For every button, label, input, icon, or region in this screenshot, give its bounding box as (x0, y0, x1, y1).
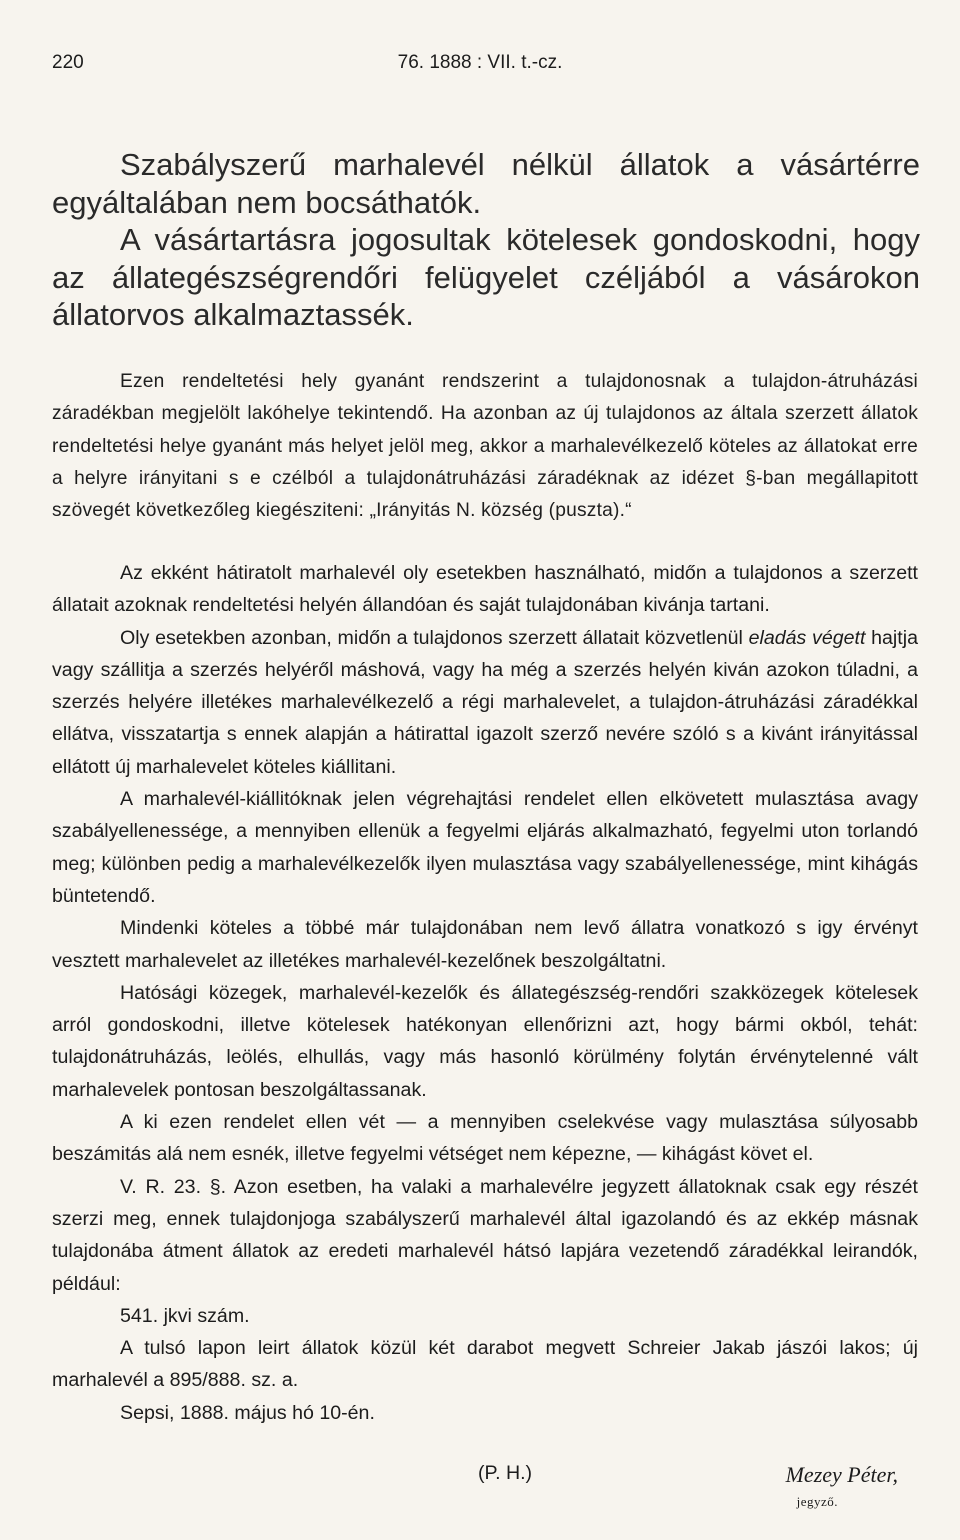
paragraph (52, 622, 918, 783)
signature-name: Mezey Péter, (785, 1462, 898, 1487)
emphasis-text: eladás végett (748, 626, 866, 649)
paragraph: Szabályszerű marhalevél nélkül állatok a vásártérre egyáltalában nem bocsáthatók. (52, 147, 920, 220)
seal-mark: (P. H.) (478, 1462, 533, 1484)
regulation-body (52, 557, 918, 1429)
paragraph: Sepsi, 1888. május hó 10-én. (120, 1401, 375, 1424)
paragraph: Mindenki köteles a többé már tulajdonában nem levő állatra vonatkozó s igy érvényt vesztett marhalevelet az illetékes marhalevél-kezelőnek beszolgáltatni. (52, 917, 918, 972)
paragraph: A vásártartásra jogosultak kötelesek gondoskodni, hogy az állategészségrendőri felügyelet czéljából a vásárokon állatorvos alkalmaztassék. (52, 222, 920, 332)
paragraph: A marhalevél-kiállitóknak jelen végrehajtási rendelet ellen elkövetett mulasztása avagy szabályellenessége, a mennyiben ellenük a fegyelmi eljárás alkalmazható, fegyelmi uton torlandó meg; különben pedig a marhalevélkezelők ilyen mulasztása vagy szabályellenessége, mint kihágás büntetendő. (52, 788, 918, 907)
paragraph: Ezen rendeltetési hely gyanánt rendszerint a tulajdonosnak a tulajdon-átruházási záradékban megjelölt lakóhelye tekintendő. Ha azonban az új tulajdonos az általa szerzett állatok rendeltetési helye gyanánt más helyet jelöl meg, akkor a marhalevélkezelő köteles az állatokat erre a helyre irányitani s e czélból a tulajdonátruházási záradéknak az idézet §-ban megállapitott szövegét következőleg kiegésziteni: „Irányitás N. község (puszta).“ (52, 371, 918, 522)
paragraph-text: hajtja vagy szállitja a szerzés helyéről máshová, vagy ha még a szerzés helyén kiván azokon túladni, a szerzés helyére illetékes marhalevélkezelő a régi marhalevelet, a tulajdon-átruházási záradékkal ellátva, visszatartja s ennek alapján a hátirattal igazolt szerző nevére szóló s a kivánt irányitással ellátott új marhalevelet köteles kiállitani. (52, 626, 918, 778)
paragraph: Az ekként hátiratolt marhalevél oly esetekben használható, midőn a tulajdonos a szerzett állatait azoknak rendeltetési helyén állandóan és saját tulajdonában kivánja tartani. (52, 562, 918, 617)
paragraph: 541. jkvi szám. (120, 1304, 250, 1327)
paragraph: A ki ezen rendelet ellen vét — a mennyiben cselekvése vagy mulasztása súlyosabb beszámitás alá nem esnék, illetve fegyelmi vétséget nem képezne, — kihágást követ el. (52, 1111, 918, 1166)
running-head (0, 52, 960, 82)
paragraph-text: Oly esetekben azonban, midőn a tulajdonos szerzett állatait közvetlenül (120, 626, 749, 649)
paragraph: A tulsó lapon leirt állatok közül két darabot megvett Schreier Jakab jászói lakos; új marhalevél a 895/888. sz. a. (52, 1337, 918, 1392)
page-number: 220 (52, 52, 84, 73)
law-text-large (52, 146, 920, 334)
paragraph: Hatósági közegek, marhalevél-kezelők és állategészség-rendőri szakközegek kötelesek arról gondoskodni, illetve kötelesek hatékonyan ellenőrizni azt, hogy bármi okból, tehát: tulajdonátruházás, leölés, elhullás, vagy más hasonló körülmény folytán érvénytelenné vált marhalevelek pontosan beszolgáltassanak. (52, 981, 918, 1101)
paragraph: V. R. 23. §. Azon esetben, ha valaki a marhalevélre jegyzett állatoknak csak egy részét szerzi meg, ennek tulajdonjoga szabályszerű marhalevél által igazolandó és az ekkép másnak tulajdonába átment állatok az eredeti marhalevél hátsó lapjára vezetendő záradékkal leirandók, például: (52, 1175, 918, 1295)
regulation-note (52, 366, 918, 527)
signer-role: jegyző. (796, 1494, 838, 1509)
running-title: 76. 1888 : VII. t.-cz. (397, 52, 563, 73)
